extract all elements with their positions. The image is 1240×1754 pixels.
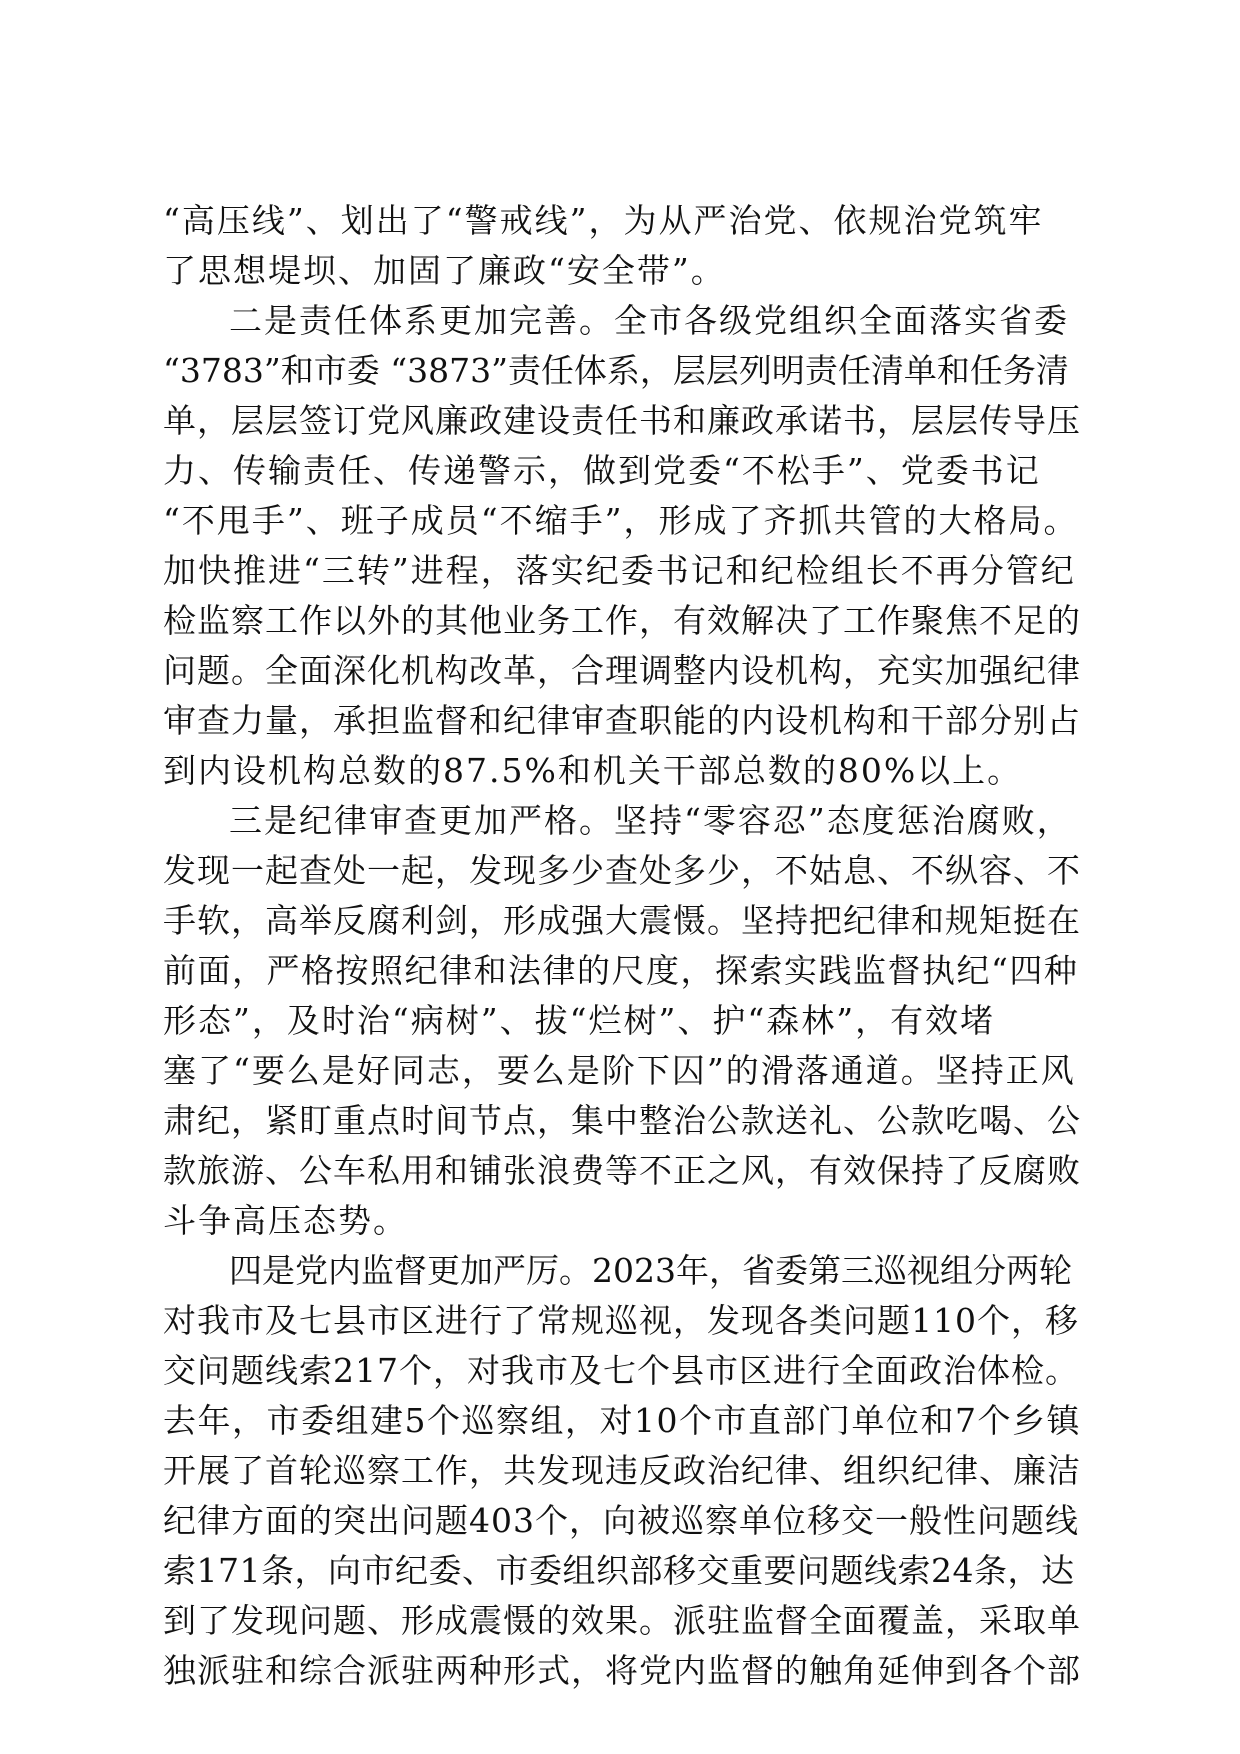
text-line: 检监察工作以外的其他业务工作，有效解决了工作聚焦不足的: [163, 601, 1081, 640]
text-line: 问题。全面深化机构改革，合理调整内设机构，充实加强纪律: [163, 651, 1081, 690]
text-line: 斗争高压态势。: [163, 1201, 408, 1240]
text-line: 形态”，及时治“病树”、拔“烂树”、护“森林”，有效堵: [163, 1001, 996, 1040]
text-line: 独派驻和综合派驻两种形式，将党内监督的触角延伸到各个部: [163, 1651, 1081, 1690]
paragraph: [163, 796, 1083, 1246]
text-line: 到内设机构总数的87.5%和机关干部总数的80%以上。: [163, 751, 1023, 790]
text-line: 了思想堤坝、加固了廉政“安全带”。: [163, 251, 726, 290]
text-line: 发现一起查处一起，发现多少查处多少，不姑息、不纵容、不: [163, 851, 1081, 890]
text-line: 去年，市委组建5个巡察组，对10个市直部门单位和7个乡镇: [163, 1401, 1081, 1440]
text-line: 款旅游、公车私用和铺张浪费等不正之风，有效保持了反腐败: [163, 1151, 1081, 1190]
text-line: 纪律方面的突出问题403个，向被巡察单位移交一般性问题线: [163, 1501, 1079, 1540]
text-line: 三是纪律审查更加严格。坚持“零容忍”态度惩治腐败，: [229, 801, 1072, 840]
text-line: 开展了首轮巡察工作，共发现违反政治纪律、组织纪律、廉洁: [163, 1451, 1081, 1490]
paragraph: [163, 1246, 1083, 1696]
text-line: 二是责任体系更加完善。全市各级党组织全面落实省委: [229, 301, 1069, 340]
text-line: 手软，高举反腐利剑，形成强大震慑。坚持把纪律和规矩挺在: [163, 901, 1081, 940]
text-line: “3783”和市委 “3873”责任体系，层层列明责任清单和任务清: [163, 351, 1069, 390]
text-line: “高压线”、划出了“警戒线”，为从严治党、依规治党筑牢: [163, 201, 1044, 240]
text-line: “不甩手”、班子成员“不缩手”，形成了齐抓共管的大格局。: [163, 501, 1079, 540]
document-body: [163, 196, 1083, 1696]
text-line: 塞了“要么是好同志，要么是阶下囚”的滑落通道。坚持正风: [163, 1051, 1076, 1090]
text-line: 四是党内监督更加严厉。2023年，省委第三巡视组分两轮: [229, 1251, 1072, 1290]
text-line: 肃纪，紧盯重点时间节点，集中整治公款送礼、公款吃喝、公: [163, 1101, 1081, 1140]
text-line: 对我市及七县市区进行了常规巡视，发现各类问题110个，移: [163, 1301, 1079, 1340]
text-line: 交问题线索217个，对我市及七个县市区进行全面政治体检。: [163, 1351, 1079, 1390]
text-line: 前面，严格按照纪律和法律的尺度，探索实践监督执纪“四种: [163, 951, 1079, 990]
text-line: 审查力量，承担监督和纪律审查职能的内设机构和干部分别占: [163, 701, 1081, 740]
text-line: 加快推进“三转”进程，落实纪委书记和纪检组长不再分管纪: [163, 551, 1076, 590]
text-line: 力、传输责任、传递警示，做到党委“不松手”、党委书记: [163, 451, 1041, 490]
text-line: 索171条，向市纪委、市委组织部移交重要问题线索24条，达: [163, 1551, 1075, 1590]
paragraph: [163, 196, 1083, 296]
text-line: 单，层层签订党风廉政建设责任书和廉政承诺书，层层传导压: [163, 401, 1081, 440]
text-line: 到了发现问题、形成震慑的效果。派驻监督全面覆盖，采取单: [163, 1601, 1081, 1640]
paragraph: [163, 296, 1083, 796]
